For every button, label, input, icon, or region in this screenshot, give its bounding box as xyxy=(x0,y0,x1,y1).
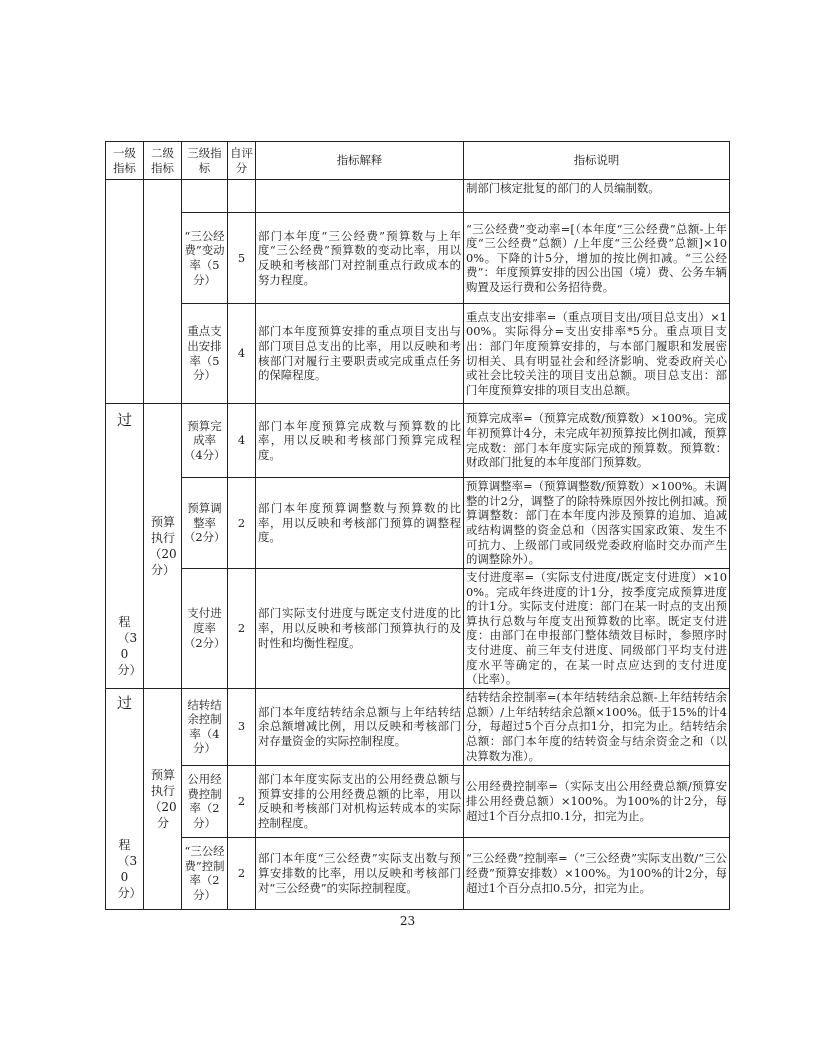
header-score: 自评分 xyxy=(228,142,256,180)
table-row xyxy=(106,478,730,569)
level1-cell xyxy=(106,688,144,909)
page-number: 23 xyxy=(399,914,416,928)
note-cell: 预算调整率=（预算调整数/预算数）×100%。未调整的计2分，调整了的除特殊原因外按比例扣减。预算调整数：部门在本年度内涉及预算的追加、追减或结构调整的资金总和（因落实国家政策、发生不可抗力、上级部门或同级党委政府临时交办而产生的调整除外）。 xyxy=(464,478,730,569)
note-cell: 重点支出安排率=（重点项目支出/项目总支出）×100%。实际得分=支出安排率*5分。重点项目支出：部门年度预算安排的，与本部门履职和发展密切相关、具有明显社会和经济影响、党委政府关心或社会比较关注的项目支出总额。项目总支出：部门年度预算安排的项目支出总额。 xyxy=(464,304,730,404)
explain-cell xyxy=(256,180,464,213)
score-cell: 4 xyxy=(228,304,256,404)
level3-cell: 预算完成率（4分） xyxy=(182,404,228,478)
level1-label-bottom: 程（30分） xyxy=(117,838,142,901)
header-explain: 指标解释 xyxy=(256,142,464,180)
level2-cell-top xyxy=(144,180,182,404)
table-row xyxy=(106,304,730,404)
explain-cell: 部门本年度实际支出的公用经费总额与预算安排的公用经费总额的比率，用以反映和考核部门对机构运转成本的实际控制程度。 xyxy=(256,765,464,837)
level1-label-bottom: 程（30分） xyxy=(117,615,142,678)
score-cell xyxy=(228,180,256,213)
note-cell: 支付进度率=（实际支付进度/既定支付进度）×100%。完成年终进度的计1分，按季度完成预算进度的计1分。实际支付进度：部门在某一时点的支出预算执行总数与年度支出预算数的比率。既定支付进度：由部门在申报部门整体绩效目标时，参照序时支付进度、前三年支付进度、同级部门平均支付进度水平等确定的，在某一时点应达到的支付进度（比率）。 xyxy=(464,569,730,689)
header-level3: 三级指标 xyxy=(182,142,228,180)
table-row xyxy=(106,569,730,689)
table-row xyxy=(106,688,730,765)
evaluation-table xyxy=(105,141,730,910)
header-level2: 二级指标 xyxy=(144,142,182,180)
note-cell: 结转结余控制率=(本年结转结余总额-上年结转结余总额）/上年结转结余总额×100%。低于15%的计4分，每超过5个百分点扣1分，扣完为止。结转结余总额：部门本年度的结转资金与结余资金之和（以决算数为准）。 xyxy=(464,688,730,765)
explain-cell: 部门本年度预算完成数与预算数的比率，用以反映和考核部门预算完成程度。 xyxy=(256,404,464,478)
level1-label-top: 过 xyxy=(116,694,132,713)
level2-cell xyxy=(144,404,182,689)
level3-cell: 公用经费控制率（2分） xyxy=(182,765,228,837)
table-row xyxy=(106,180,730,213)
level3-cell: 结转结余控制率（4分） xyxy=(182,688,228,765)
score-cell: 2 xyxy=(228,478,256,569)
level2-label: 预算执行（20分 xyxy=(149,767,177,830)
note-cell: 预算完成率=（预算完成数/预算数）×100%。完成年初预算计4分，未完成年初预算按比例扣减，预算完成数：部门本年度实际完成的预算数。预算数：财政部门批复的本年度部门预算数。 xyxy=(464,404,730,478)
score-cell: 2 xyxy=(228,765,256,837)
score-cell: 2 xyxy=(228,569,256,689)
level1-cell-top xyxy=(106,180,144,404)
level2-label: 预算执行（20分） xyxy=(149,514,177,577)
note-cell: “三公经费”控制率=（“三公经费”实际支出数/“三公经费”预算安排数）×100%。为100%的计2分，每超过1个百分点扣0.5分，扣完为止。 xyxy=(464,837,730,909)
score-cell: 4 xyxy=(228,404,256,478)
score-cell: 3 xyxy=(228,688,256,765)
explain-cell: 部门本年度预算调整数与预算数的比率，用以反映和考核部门预算的调整程度。 xyxy=(256,478,464,569)
explain-cell: 部门本年度“三公经费”预算数与上年度“三公经费”预算数的变动比率，用以反映和考核部门对控制重点行政成本的努力程度。 xyxy=(256,213,464,304)
explain-cell: 部门本年度“三公经费”实际支出数与预算安排数的比率，用以反映和考核部门对“三公经费”的实际控制程度。 xyxy=(256,837,464,909)
explain-cell: 部门实际支付进度与既定支付进度的比率，用以反映和考核部门预算执行的及时性和均衡性程度。 xyxy=(256,569,464,689)
continuation-note: 制部门核定批复的部门的人员编制数。 xyxy=(464,180,730,213)
table-row xyxy=(106,837,730,909)
table-row xyxy=(106,765,730,837)
note-cell: 公用经费控制率=（实际支出公用经费总额/预算安排公用经费总额）×100%。为100%的计2分，每超过1个百分点扣0.1分，扣完为止。 xyxy=(464,765,730,837)
level1-cell xyxy=(106,404,144,689)
table-row xyxy=(106,404,730,478)
level2-cell xyxy=(144,688,182,909)
table-row xyxy=(106,213,730,304)
score-cell: 5 xyxy=(228,213,256,304)
level1-label-top: 过 xyxy=(116,411,132,430)
explain-cell: 部门本年度预算安排的重点项目支出与部门项目总支出的比率，用以反映和考核部门对履行主要职责或完成重点任务的保障程度。 xyxy=(256,304,464,404)
level3-cell xyxy=(182,180,228,213)
level3-cell: 预算调整率（2分） xyxy=(182,478,228,569)
level3-cell: 支付进度率（2分） xyxy=(182,569,228,689)
note-cell: “三公经费”变动率=[（本年度“三公经费”总额-上年度“三公经费”总额）/上年度“三公经费”总额]×100%。下降的计5分，增加的按比例扣减。“三公经费”：年度预算安排的因公出国（境）费、公务车辆购置及运行费和公务招待费。 xyxy=(464,213,730,304)
header-note: 指标说明 xyxy=(464,142,730,180)
explain-cell: 部门本年度结转结余总额与上年结转结余总额增减比例，用以反映和考核部门对存量资金的实际控制程度。 xyxy=(256,688,464,765)
level3-cell: “三公经费”控制率（2分） xyxy=(182,837,228,909)
level3-cell: 重点支出安排率（5分） xyxy=(182,304,228,404)
level3-cell: “三公经费”变动率（5分） xyxy=(182,213,228,304)
header-level1: 一级指标 xyxy=(106,142,144,180)
header-row xyxy=(106,142,730,180)
score-cell: 2 xyxy=(228,837,256,909)
